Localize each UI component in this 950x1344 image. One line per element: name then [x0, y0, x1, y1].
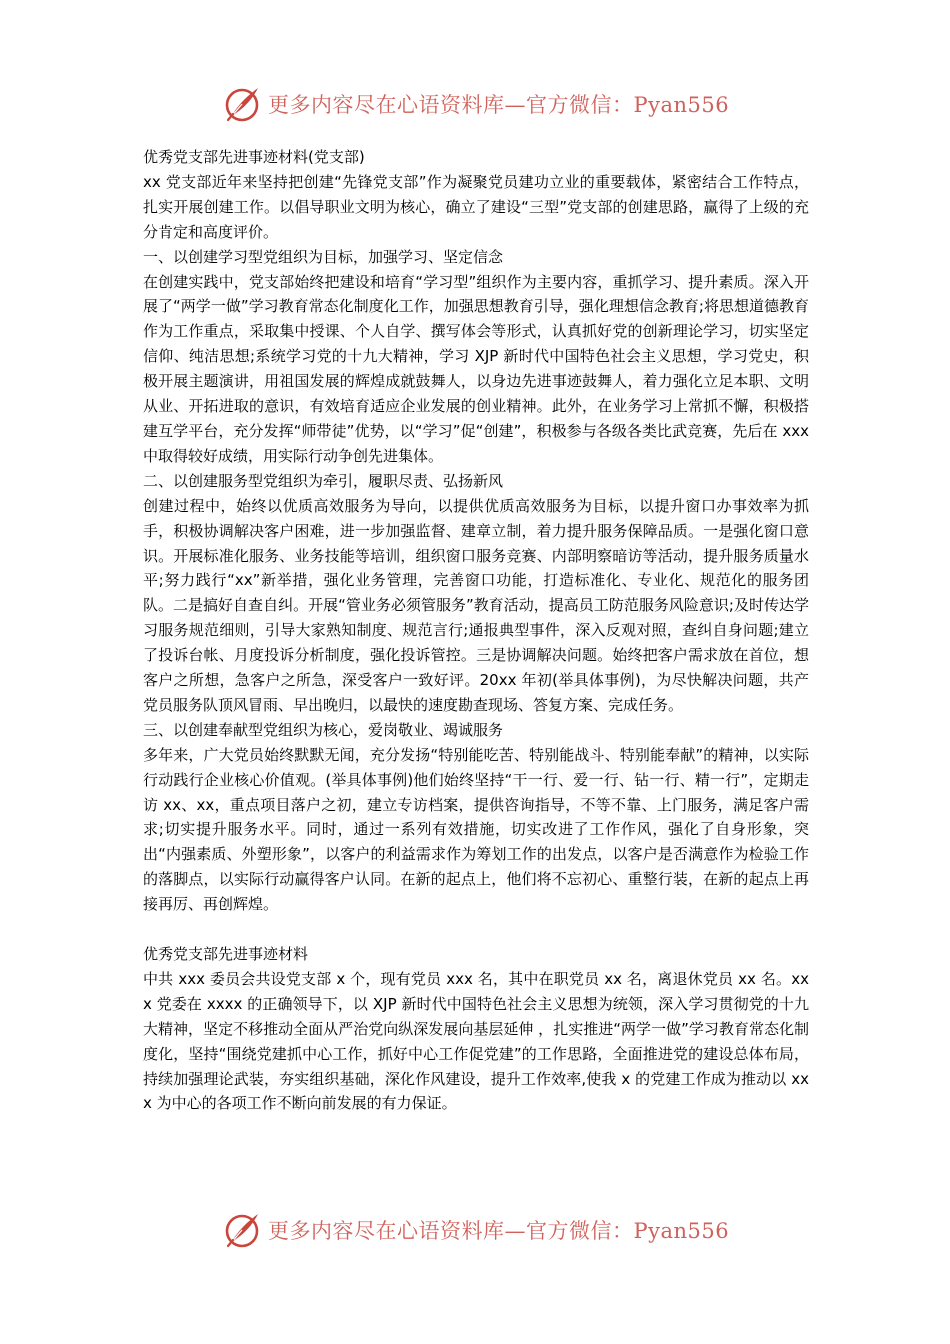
- paragraph: xx 党支部近年来坚持把创建“先锋党支部”作为凝聚党员建功立业的重要载体，紧密结合工作特点，扎实开展创建工作。以倡导职业文明为核心，确立了建设“三型”党支部的创建思路，赢得了上级的充分肯定和高度评价。: [143, 172, 809, 241]
- footer-banner: [222, 1206, 730, 1254]
- section-heading: 一、以创建学习型党组织为目标，加强学习、坚定信念: [143, 247, 504, 266]
- banner-text: 更多内容尽在心语资料库—官方微信：Pyan556: [268, 93, 730, 117]
- quill-pen-icon: [222, 1210, 262, 1250]
- paragraph: 创建过程中，始终以优质高效服务为导向，以提供优质高效服务为目标，以提升窗口办事效率为抓手，积极协调解决客户困难，进一步加强监督、建章立制，着力提升服务保障品质。一是强化窗口意识。开展标准化服务、业务技能等培训，组织窗口服务竞赛、内部明察暗访等活动，提升服务质量水平;努力践行“xx”新举措，强化业务管理，完善窗口功能，打造标准化、专业化、规范化的服务团队。二是搞好自查自纠。开展“管业务必须管服务”教育活动，提高员工防范服务风险意识;及时传达学习服务规范细则，引导大家熟知制度、规范言行;通报典型事件，深入反观对照，查纠自身问题;建立了投诉台帐、月度投诉分析制度，强化投诉管控。三是协调解决问题。始终把客户需求放在首位，想客户之所想，急客户之所急，深受客户一致好评。20xx 年初(举具体事例)，为尽快解决问题，共产党员服务队顶风冒雨、早出晚归，以最快的速度勘查现场、答复方案、完成任务。: [143, 496, 809, 714]
- header-banner: [222, 80, 730, 128]
- section-spacer: [143, 917, 809, 942]
- paragraph: 在创建实践中，党支部始终把建设和培育“学习型”组织作为主要内容，重抓学习、提升素质。深入开展了“两学一做”学习教育常态化制度化工作，加强思想教育引导，强化理想信念教育;将思想道德教育作为工作重点，采取集中授课、个人自学、撰写体会等形式，认真抓好党的创新理论学习，切实坚定信仰、纯洁思想;系统学习党的十九大精神，学习 XJP 新时代中国特色社会主义思想，学习党史，积极开展主题演讲，用祖国发展的辉煌成就鼓舞人，以身边先进事迹鼓舞人，着力强化立足本职、文明从业、开拓进取的意识，有效培育适应企业发展的创业精神。此外，在业务学习上常抓不懈，积极搭建互学平台，充分发挥“师带徒”优势，以“学习”促“创建”，积极参与各级各类比武竞赛，先后在 xxx 中取得较好成绩，用实际行动争创先进集体。: [143, 272, 809, 465]
- quill-pen-icon: [222, 84, 262, 124]
- paragraph: 多年来，广大党员始终默默无闻，充分发扬“特别能吃苦、特别能战斗、特别能奉献”的精神，以实际行动践行企业核心价值观。(举具体事例)他们始终坚持“干一行、爱一行、钻一行、精一行”，定期走访 xx、xx，重点项目落户之初，建立专访档案，提供咨询指导，不等不靠、上门服务，满足客户需求;切实提升服务水平。同时，通过一系列有效措施，切实改进了工作作风，强化了自身形象，突出“内强素质、外塑形象”，以客户的利益需求作为筹划工作的出发点，以客户是否满意作为检验工作的落脚点，以实际行动赢得客户认同。在新的起点上，他们将不忘初心、重整行装，在新的起点上再接再厉、再创辉煌。: [143, 745, 809, 914]
- section-title: 优秀党支部先进事迹材料: [143, 944, 309, 963]
- section-title: 优秀党支部先进事迹材料(党支部): [143, 148, 365, 166]
- section-heading: 二、以创建服务型党组织为牵引，履职尽责、弘扬新风: [143, 471, 504, 490]
- document-body: [143, 145, 809, 1116]
- banner-text: 更多内容尽在心语资料库—官方微信：Pyan556: [268, 1219, 730, 1243]
- section-heading: 三、以创建奉献型党组织为核心，爱岗敬业、竭诚服务: [143, 720, 504, 739]
- paragraph: 中共 xxx 委员会共设党支部 x 个，现有党员 xxx 名，其中在职党员 xx 名，离退休党员 xx 名。xxx 党委在 xxxx 的正确领导下，以 XJP 新时代中国特色社会主义思想为统领，深入学习贯彻党的十九大精神，坚定不移推动全面从严治党向纵深发展向基层延伸 ，扎实推进“两学一做”学习教育常态化制度化，坚持“围绕党建抓中心工作，抓好中心工作促党建”的工作思路，全面推进党的建设总体布局，持续加强理论武装，夯实组织基础，深化作风建设，提升工作效率,使我 x 的党建工作成为推动以 xxx 为中心的各项工作不断向前发展的有力保证。: [143, 969, 809, 1113]
